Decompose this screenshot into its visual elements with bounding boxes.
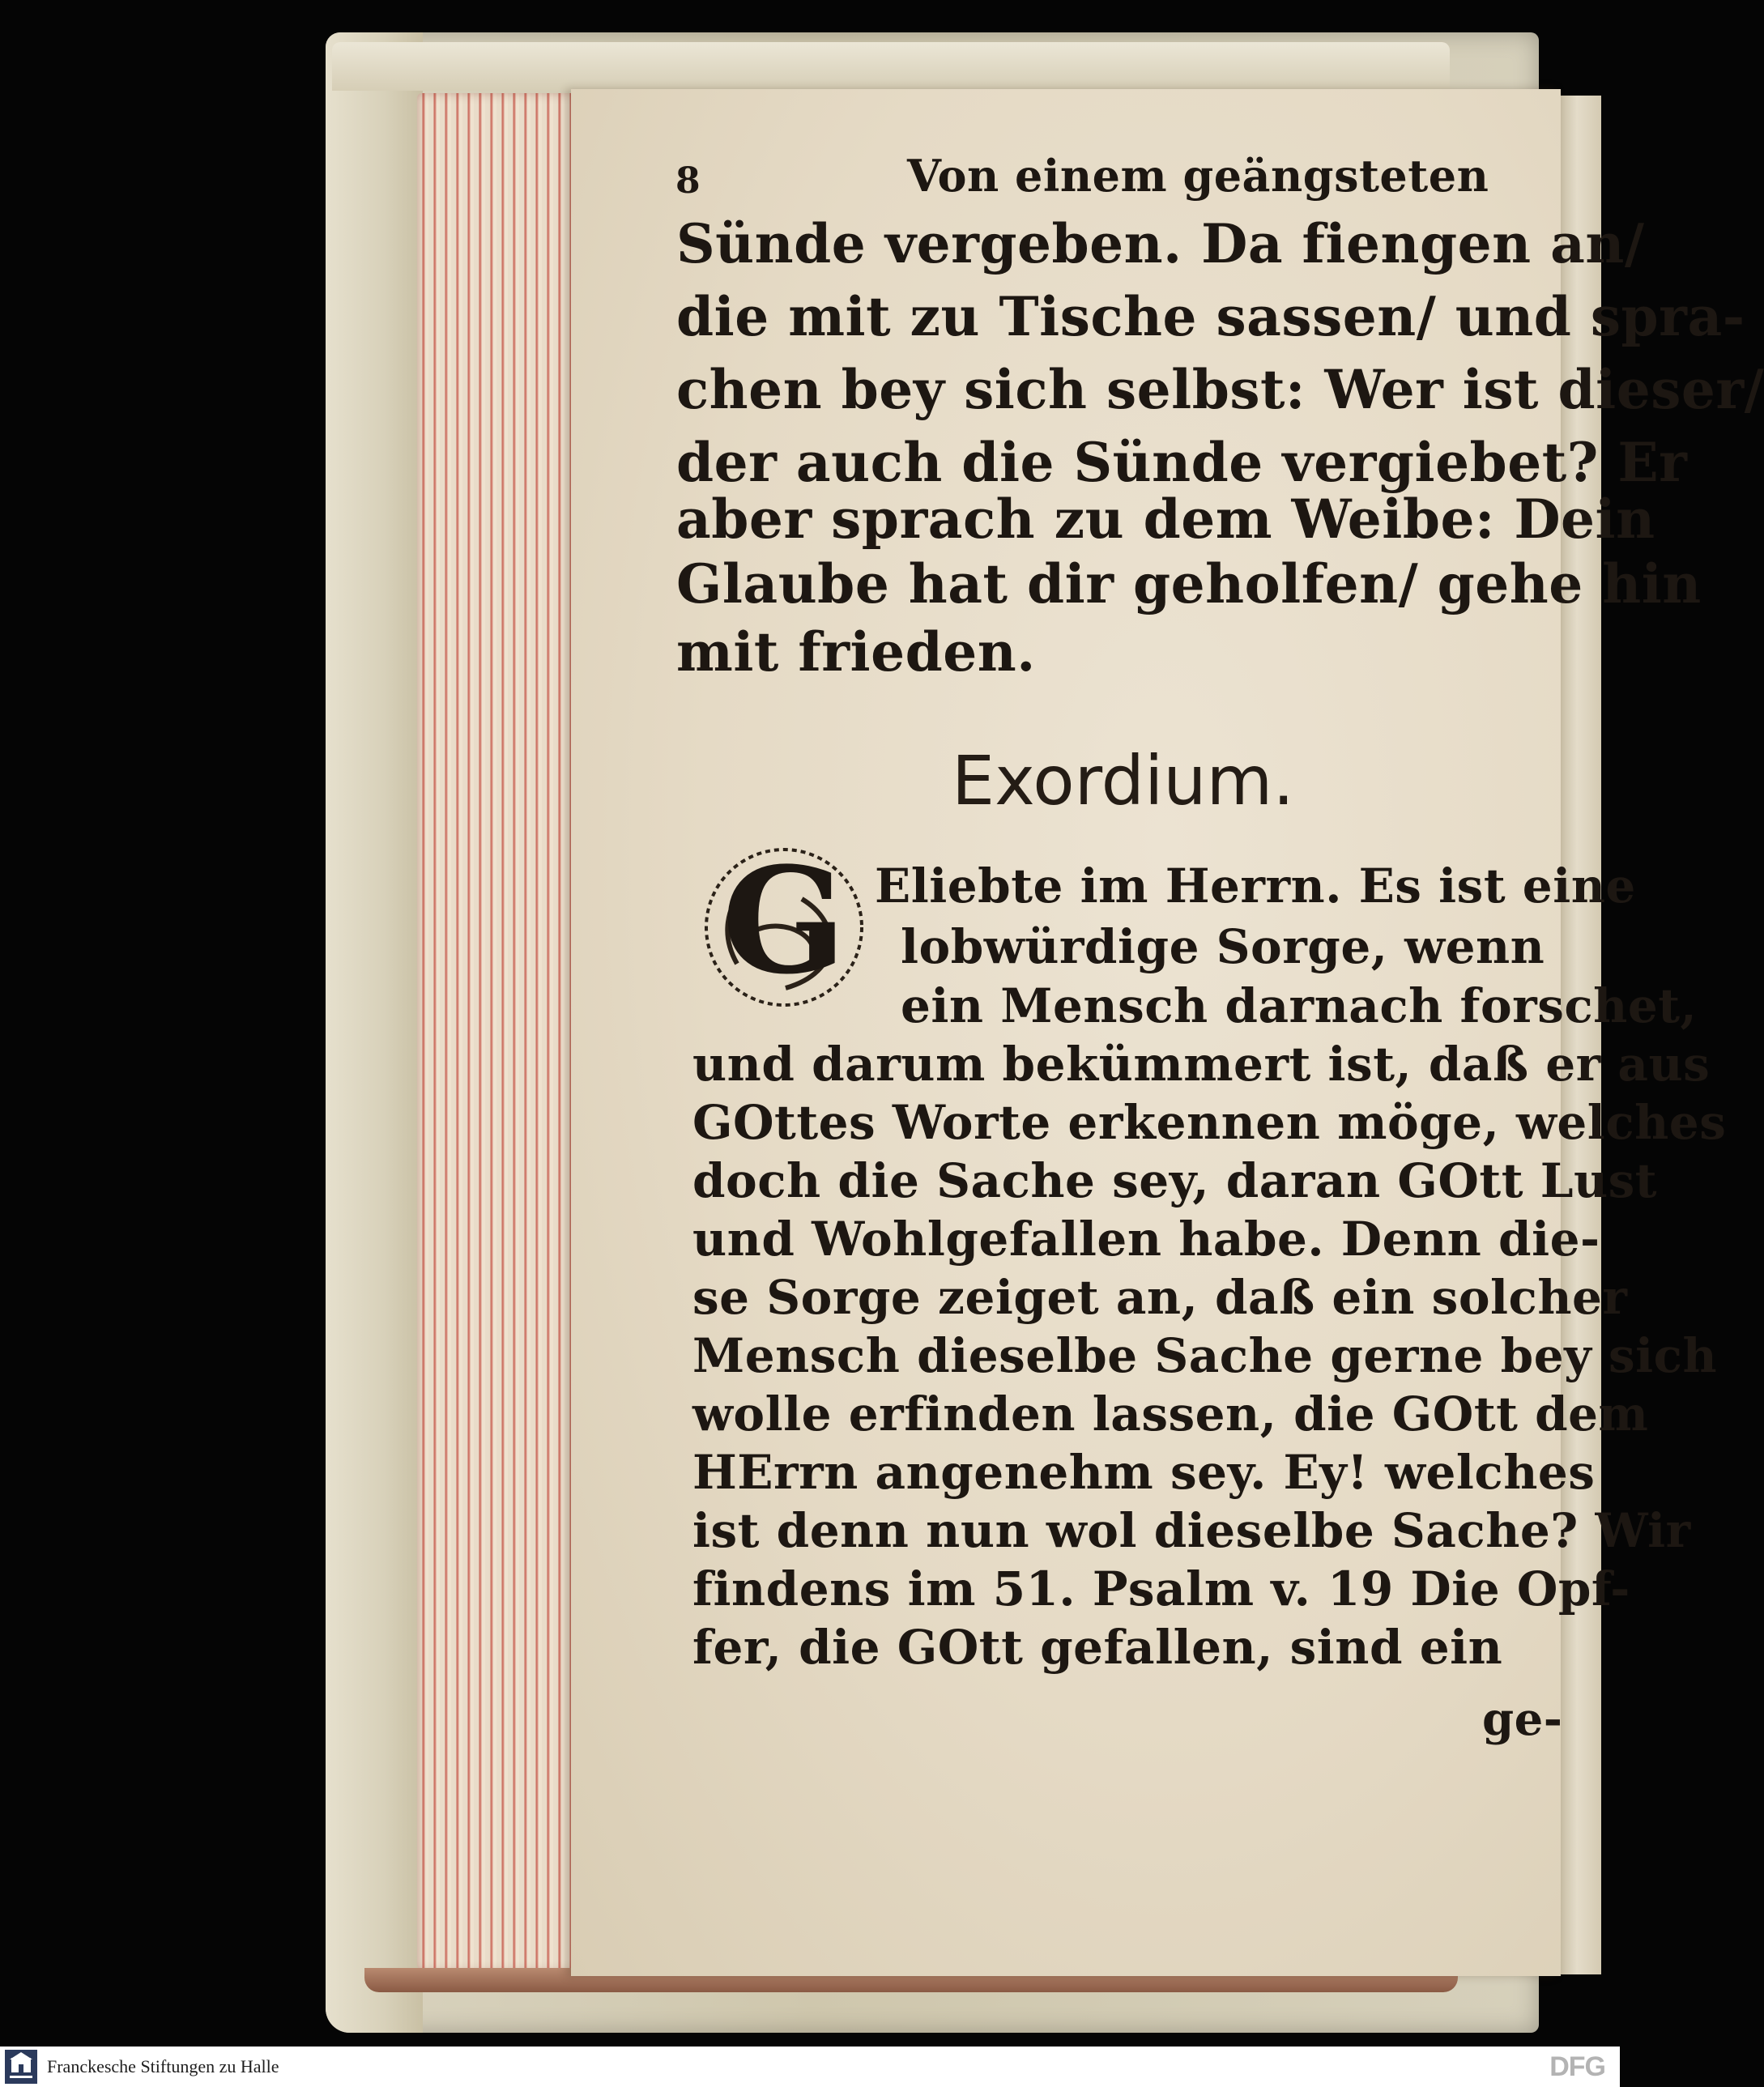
drop-cap-letter: G xyxy=(722,836,846,1007)
text-line: chen bey sich selbst: Wer ist dieser/ xyxy=(676,358,1764,421)
running-head: Von einem geängsteten xyxy=(907,150,1489,202)
red-page-edges xyxy=(417,93,591,1972)
text-line: Glaube hat dir geholfen/ gehe hin xyxy=(676,552,1702,615)
ornamental-drop-cap xyxy=(688,834,883,1012)
text-line: aber sprach zu dem Weibe: Dein xyxy=(676,488,1655,551)
text-line: die mit zu Tische sassen/ und spra- xyxy=(676,285,1745,348)
text-line: und darum bekümmert ist, daß er aus xyxy=(692,1037,1711,1092)
text-line: se Sorge zeiget an, daß ein solcher xyxy=(692,1270,1628,1325)
text-line: wolle erfinden lassen, die GOtt dem xyxy=(692,1386,1649,1442)
vellum-binding-top xyxy=(332,42,1450,91)
text-line: doch die Sache sey, daran GOtt Lust xyxy=(692,1153,1658,1208)
page-number: 8 xyxy=(675,160,701,202)
text-line: ein Mensch darnach forschet, xyxy=(901,978,1698,1033)
footer-bar xyxy=(0,2047,1620,2087)
text-line: HErrn angenehm sey. Ey! welches xyxy=(692,1445,1596,1500)
catchword: ge- xyxy=(1482,1693,1563,1746)
text-line: lobwürdige Sorge, wenn xyxy=(901,919,1545,974)
text-line: und Wohlgefallen habe. Denn die- xyxy=(692,1212,1600,1267)
section-heading: Exordium. xyxy=(952,741,1295,820)
text-line: findens im 51. Psalm v. 19 Die Opf- xyxy=(692,1561,1630,1616)
text-line: ist denn nun wol dieselbe Sache? Wir xyxy=(692,1503,1691,1558)
text-line: Eliebte im Herrn. Es ist eine xyxy=(875,858,1636,914)
vellum-binding-spine xyxy=(326,32,423,2033)
dfg-logo: DFG xyxy=(1549,2051,1605,2082)
text-line: fer, die GOtt gefallen, sind ein xyxy=(692,1620,1503,1675)
text-line: GOttes Worte erkennen möge, welches xyxy=(692,1095,1727,1150)
franckesche-stiftungen-logo-icon xyxy=(5,2050,37,2084)
text-line: mit frieden. xyxy=(676,620,1036,684)
text-line: Mensch dieselbe Sache gerne bey sich xyxy=(692,1328,1718,1383)
institution-name: Franckesche Stiftungen zu Halle xyxy=(47,2056,279,2076)
text-line: Sünde vergeben. Da fiengen an/ xyxy=(676,212,1645,275)
text-line: der auch die Sünde vergiebet? Er xyxy=(676,431,1688,494)
